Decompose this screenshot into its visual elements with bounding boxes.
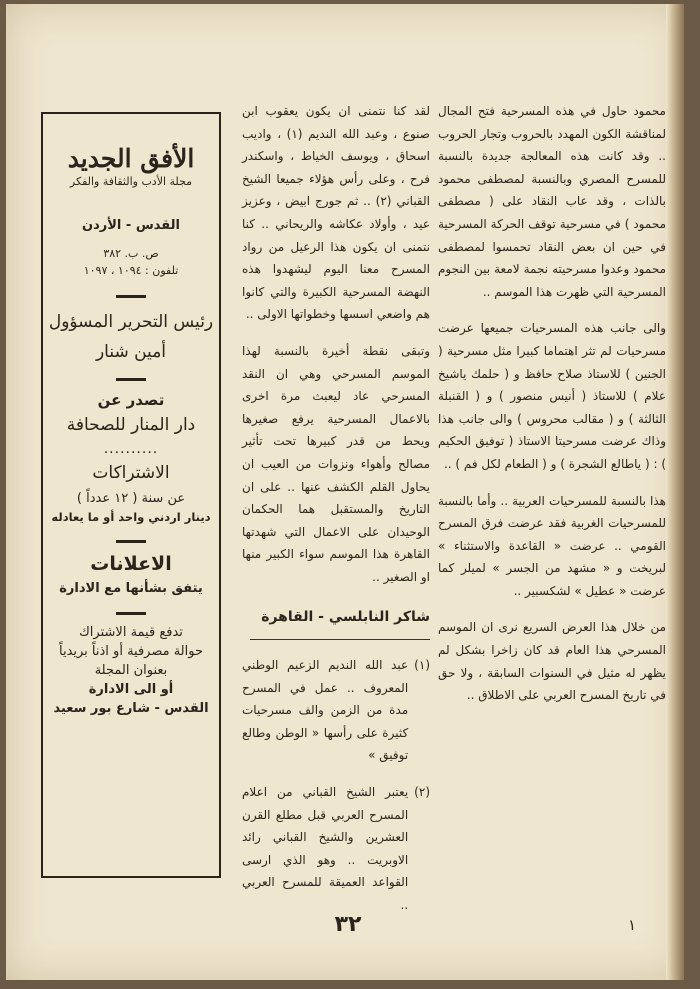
separator bbox=[116, 612, 146, 615]
page-number: ٣٢ bbox=[334, 912, 362, 937]
footnote bbox=[242, 781, 430, 917]
author-signature: شاكر النابلسي - القاهرة bbox=[261, 609, 430, 626]
ads-title: الاعلانات bbox=[90, 553, 172, 575]
editor-title: رئيس التحرير المسؤول bbox=[48, 312, 214, 332]
paragraph: من خلال هذا العرض السريع نرى ان الموسم المسرحي هذا العام قد كان زاخرا بشكل لم يظهر له مثيل في السنوات السابقة ، ولا حق في تاريخ المسرح العربي على الاطلاق .. bbox=[438, 620, 666, 703]
footnote bbox=[242, 654, 430, 767]
location: القدس - الأردن bbox=[82, 218, 180, 233]
paragraph: هذا بالنسبة للمسرحيات العربية .. وأما بالنسبة للمسرحيات الغربية فقد عرضت فرق المسرح القومي .. عرضت « القاعدة والاستثناء » لبريخت و « مشهد من الجسر » لميلر كما عرضت « عطيل » لشكسبير .. bbox=[438, 493, 666, 598]
dotted-separator: .......... bbox=[103, 441, 159, 457]
separator bbox=[116, 378, 146, 381]
separator bbox=[116, 295, 146, 298]
footnote-text: عبد الله النديم الزعيم الوطني المعروف .. عمل في المسرح مدة من الزمن والف مسرحيات كثيرة على رأسها « الوطن وطالع توفيق » bbox=[242, 658, 409, 763]
magazine-page bbox=[6, 4, 684, 980]
paragraph: والى جانب هذه المسرحيات جميعها عرضت مسرحيات لم تثر اهتماما كبيرا مثل مسرحية ( الجنين ) للاستاذ صلاح حافظ و ( حلمك ياشيخ علام ) للاستاذ ( أنيس منصور ) و ( القنبلة الثالثة ) و ( مقالب محروس ) والى جانب هذا وذاك عرضت مسرحيتا الاستاذ ( توفيق الحكيم ) : ( ياطالع الشجرة ) و ( الطعام لكل فم ) .. bbox=[438, 321, 666, 471]
payment-line: تدفع قيمة الاشتراك bbox=[79, 625, 183, 640]
magazine-subtitle: مجلة الأدب والثقافة والفكر bbox=[69, 175, 193, 188]
payment-line: حوالة مصرفية أو اذناً بريدياً bbox=[58, 644, 204, 659]
footnote-text: يعتبر الشيخ القباني من اعلام المسرح العربي قبل مطلع القرن العشرين والشيخ القباني رائد الاوبريت .. وهو الذي ارسى القواعد العميقة للمسرح العربي .. bbox=[242, 785, 409, 912]
paragraph: لقد كنا نتمنى ان يكون يعقوب ابن صنوع ، وعبد الله النديم (١) ، واديب اسحاق ، ويوسف الخياط ، واسكندر فرح ، وعلى رأس هؤلاء جميعا الشيخ القباني (٢) .. ثم جورج ابيض ، وعزيز عيد ، وأولاد عكاشه والريحاني .. كنا نتمنى ان يكون هذا الرعيل من رواد المسرح معنا اليوم ليشهدوا هذه النهضة المسرحية الكبيرة والتي كانوا هم واضعي اسسها وخطواتها الاولى .. bbox=[242, 104, 430, 322]
magazine-title: الأفق الجديد bbox=[67, 144, 195, 173]
footnote-number: (٢) bbox=[414, 785, 430, 800]
phone-numbers: تلفون : ١٠٩٤ ، ١٠٩٧ bbox=[83, 264, 179, 277]
paragraph: وتبقى نقطة أخيرة بالنسبة لهذا الموسم المسرحي وهي ان النقد المسرحي عاد ليعبث مرة اخرى بالاعمال المسرحية يرفع صغيرها ويحط من قدر كبيرها تحت تأثير مصالح وأهواء ونزوات من العيب ان يحاول القلم الكشف عنها .. على ان التاريخ والمستقبل هما الحكمان الوحيدان على الاعمال التي شهدتها القاهرة هذا الموسم سواء الكبير منها او الصغير .. bbox=[242, 343, 430, 584]
paragraph: محمود حاول في هذه المسرحية فتح المجال لمناقشة الكون المهدد بالحروب وتجار الحروب .. وقد كانت هذه المعالجة جديدة بالنسبة للمسرح المصري وبالنسبة لمصطفى محمود بالذات ، وقد عاب النقاد على ( مصطفى محمود ) في مسرحية توقف الحركة المسرحية في حين ان بعض النقاد تحمسوا لمصطفى محمود وعدوا مسرحيته نجمة لامعة بين النجوم المسرحية التي ظهرت هذا الموسم .. bbox=[438, 104, 666, 299]
address: القدس - شارع بور سعيد bbox=[53, 701, 209, 716]
article-column-right bbox=[438, 100, 666, 721]
corner-number: ١ bbox=[628, 916, 637, 934]
payment-line: بعنوان المجلة bbox=[94, 663, 168, 678]
po-box: ص. ب. ٣٨٢ bbox=[103, 247, 159, 260]
article-column-middle bbox=[242, 100, 430, 931]
published-by-label: تصدر عن bbox=[97, 391, 165, 409]
page-spine bbox=[666, 4, 684, 980]
ads-note: يتفق بشأنها مع الادارة bbox=[59, 581, 203, 596]
subscriptions-title: الاشتراكات bbox=[92, 463, 170, 483]
editor-name: أمين شنار bbox=[95, 342, 167, 362]
masthead-box bbox=[41, 112, 221, 878]
separator bbox=[116, 540, 146, 543]
payment-line: أو الى الادارة bbox=[88, 682, 174, 697]
footnote-number: (١) bbox=[414, 658, 430, 673]
subscriptions-price: دينار اردني واحد أو ما يعادله bbox=[51, 510, 211, 524]
subscriptions-period: عن سنة ( ١٢ عدداً ) bbox=[76, 491, 186, 506]
publisher-name: دار المنار للصحافة bbox=[66, 415, 196, 435]
footnote-divider bbox=[250, 639, 430, 640]
